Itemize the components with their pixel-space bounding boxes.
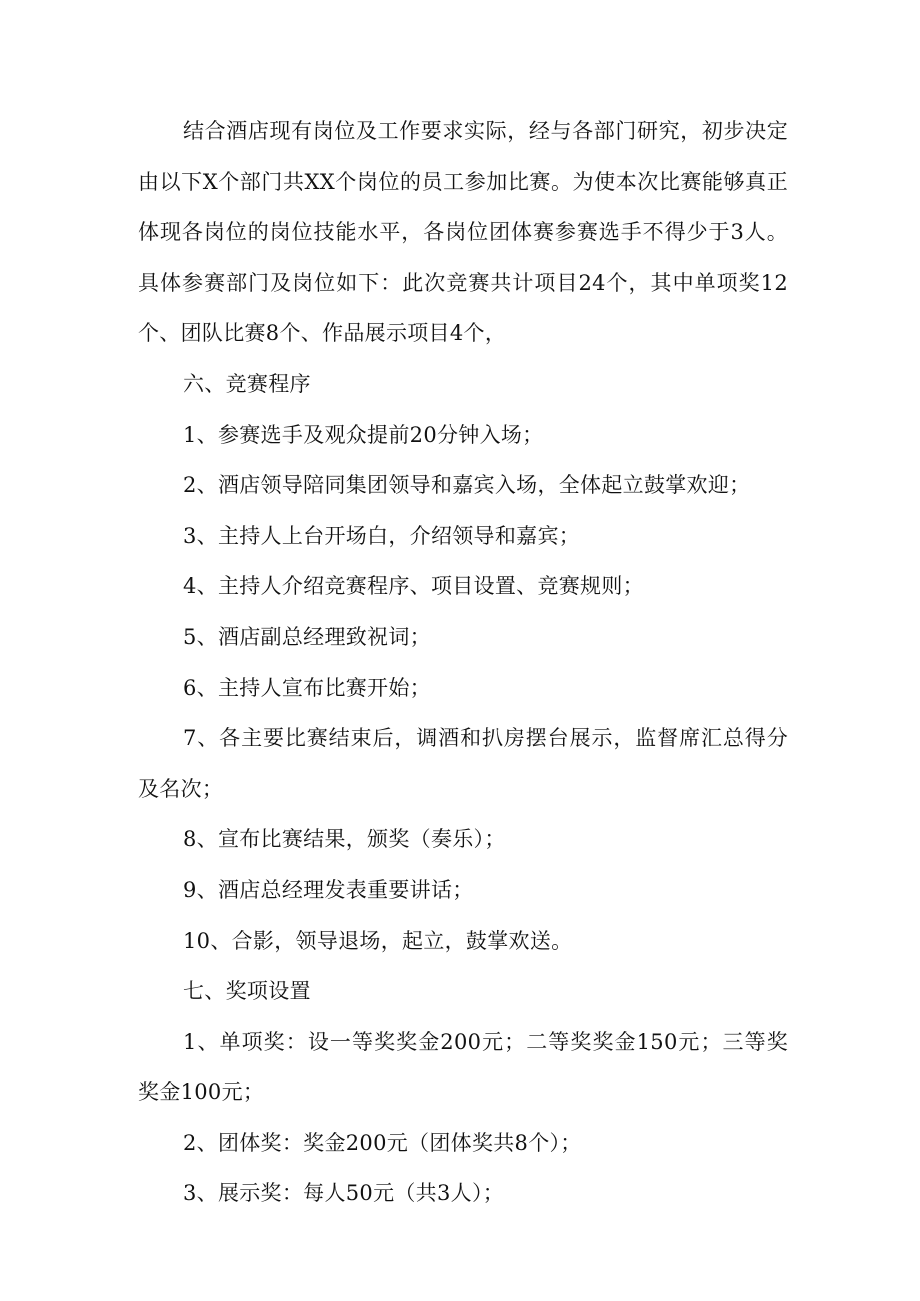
procedure-step-4: 4、主持人介绍竞赛程序、项目设置、竞赛规则； bbox=[183, 574, 644, 599]
paragraph-intro: 结合酒店现有岗位及工作要求实际，经与各部门研究，初步决定由以下X个部门共XX个岗位的员工参加比赛。为使本次比赛能够真正体现各岗位的岗位技能水平，各岗位团体赛参赛选手不得少于3人。具体参赛部门及岗位如下：此次竞赛共计项目24个，其中单项奖12个、团队比赛8个、作品展示项目4个， bbox=[138, 119, 788, 346]
procedure-step-5: 5、酒店副总经理致祝词； bbox=[183, 624, 431, 649]
procedure-step-3: 3、主持人上台开场白，介绍领导和嘉宾； bbox=[183, 523, 581, 548]
procedure-step-2: 2、酒店领导陪同集团领导和嘉宾入场，全体起立鼓掌欢迎； bbox=[183, 473, 751, 498]
procedure-step-6: 6、主持人宣布比赛开始； bbox=[183, 675, 431, 700]
document-body bbox=[138, 106, 788, 1219]
award-item-1: 1、单项奖：设一等奖奖金200元；二等奖奖金150元；三等奖奖金100元； bbox=[138, 1029, 788, 1105]
procedure-step-8: 8、宣布比赛结果，颁奖（奏乐）； bbox=[183, 827, 506, 852]
procedure-step-1: 1、参赛选手及观众提前20分钟入场； bbox=[183, 422, 544, 447]
award-item-3: 3、展示奖：每人50元（共3人）； bbox=[183, 1181, 505, 1206]
procedure-step-7: 7、各主要比赛结束后，调酒和扒房摆台展示，监督席汇总得分及名次； bbox=[138, 726, 788, 801]
procedure-step-10: 10、合影，领导退场，起立，鼓掌欢送。 bbox=[183, 928, 573, 953]
procedure-step-9: 9、酒店总经理发表重要讲话； bbox=[183, 877, 474, 902]
section-heading-awards: 七、奖项设置 bbox=[183, 979, 311, 1004]
section-heading-competition-procedure: 六、竞赛程序 bbox=[183, 371, 311, 396]
award-item-2: 2、团体奖：奖金200元（团体奖共8个）； bbox=[183, 1130, 582, 1155]
